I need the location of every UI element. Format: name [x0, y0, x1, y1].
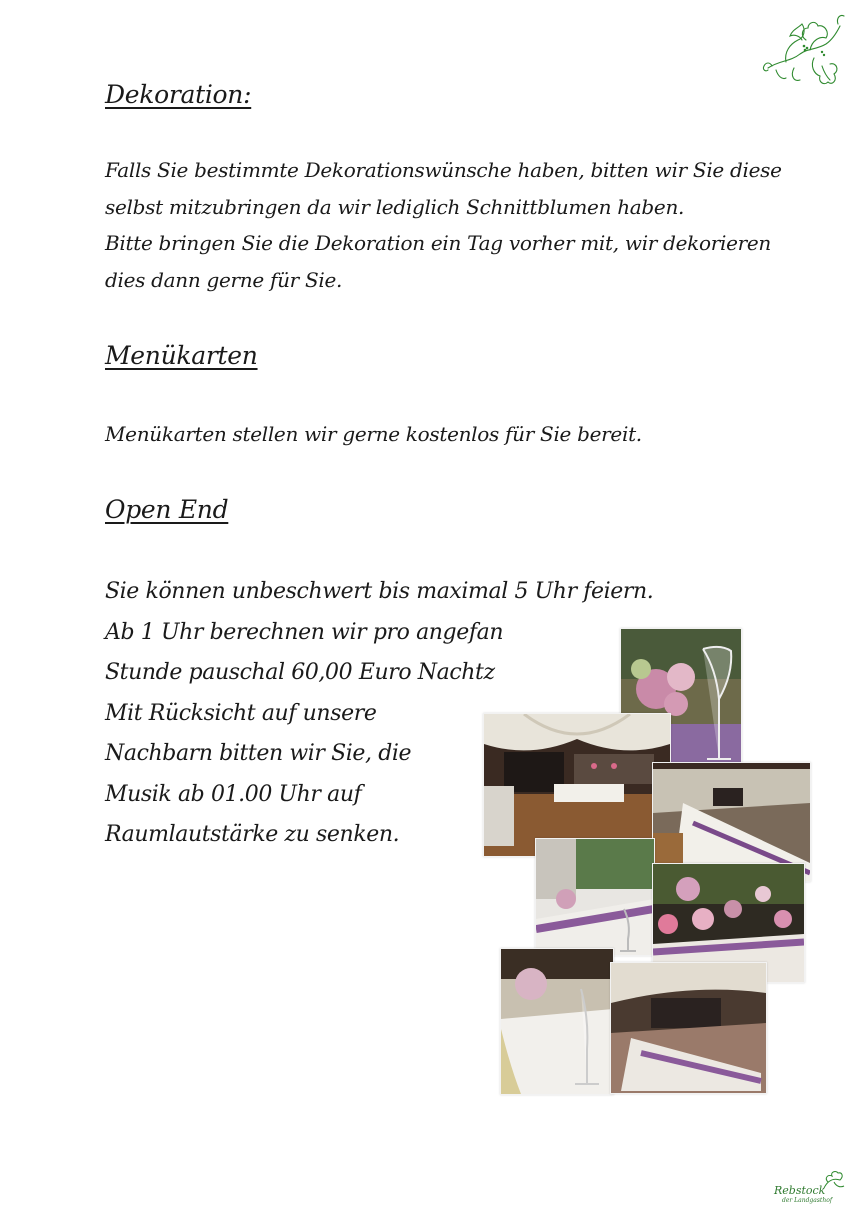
paragraph-dekoration	[105, 152, 782, 298]
photo-hall-lit	[610, 962, 767, 1094]
heading-open-end: Open End	[105, 495, 229, 524]
footer-logo-subtitle: der Landgasthof	[782, 1197, 833, 1204]
text-line: Sie können unbeschwert bis maximal 5 Uhr feiern.	[105, 579, 654, 604]
footer-logo	[768, 1170, 848, 1210]
photo-table-glasses	[535, 838, 655, 956]
grapevine-icon	[760, 10, 846, 90]
heading-menuekarten: Menükarten	[105, 341, 258, 370]
text-line: selbst mitzubringen da wir lediglich Schnittblumen haben.	[105, 194, 685, 219]
photo-hall-ceiling	[483, 713, 671, 857]
paragraph-menuekarten	[105, 416, 642, 453]
text-line: Mit Rücksicht auf unsere	[105, 700, 377, 726]
text-line: Raumlautstärke zu senken.	[105, 822, 400, 847]
text-line: Ab 1 Uhr berechnen wir pro angefan	[105, 619, 504, 645]
text-line: dies dann gerne für Sie.	[105, 267, 343, 292]
text-line: Musik ab 01.00 Uhr auf	[105, 781, 362, 807]
text-line: Falls Sie bestimmte Dekorationswünsche haben, bitten wir Sie diese	[105, 158, 782, 182]
text-line: Menükarten stellen wir gerne kostenlos für Sie bereit.	[105, 422, 642, 446]
footer-logo-name: Rebstock	[774, 1184, 826, 1197]
heading-dekoration: Dekoration:	[105, 80, 252, 109]
photo-table-lamp	[500, 948, 614, 1095]
text-line: Stunde pauschal 60,00 Euro Nachtz	[105, 660, 495, 685]
text-line: Bitte bringen Sie die Dekoration ein Tag vorher mit, wir dekorieren	[105, 231, 771, 255]
text-line: Nachbarn bitten wir Sie, die	[105, 741, 412, 766]
